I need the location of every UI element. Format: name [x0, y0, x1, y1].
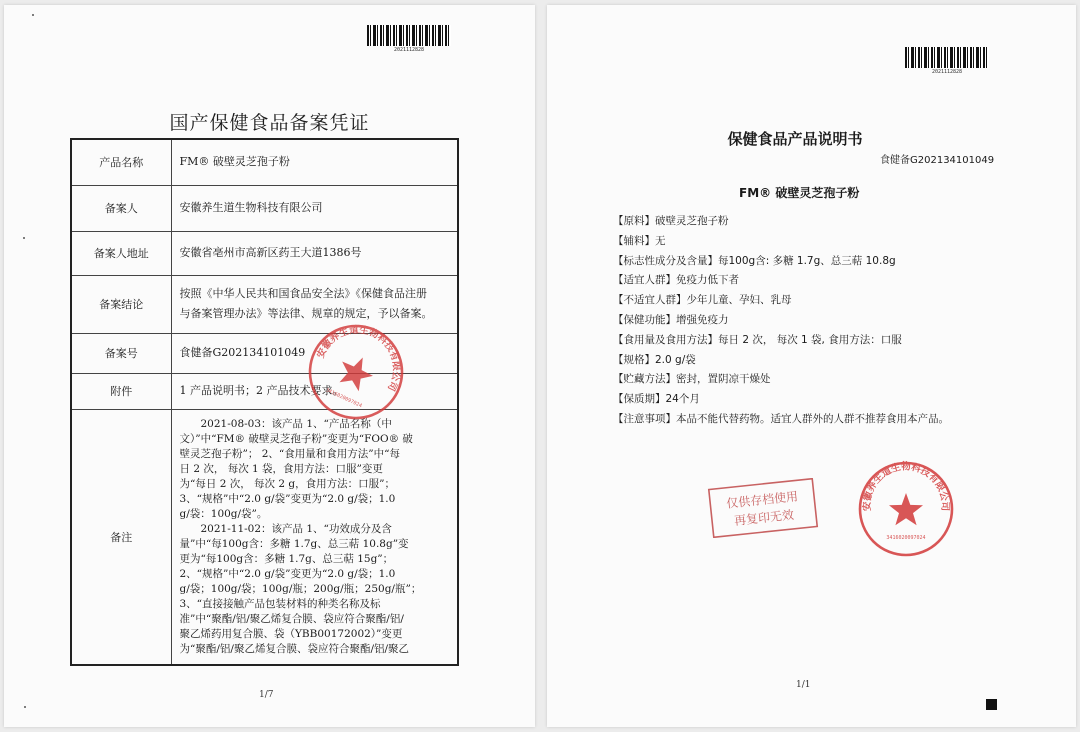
info-item: [613, 331, 949, 351]
info-value: 破壁灵芝孢子粉: [655, 215, 729, 227]
table-row: [71, 139, 458, 185]
info-value: 每日 2 次， 每次 1 袋, 食用方法：口服: [718, 333, 902, 346]
manual-title: 保健食品产品说明书: [727, 130, 863, 148]
row-value-line: 与备案管理办法》等法律、规章的规定，予以备案。: [179, 307, 433, 320]
scan-speck: [23, 237, 25, 239]
info-value: 24个月: [665, 393, 700, 406]
note-line: 3、“直接接触产品包装材料的种类名称及标: [179, 597, 381, 610]
corner-marker: [986, 699, 997, 710]
info-key: 【原料】: [613, 215, 655, 227]
info-item: [613, 271, 949, 291]
row-value-line: 食健备G202134101049: [179, 346, 306, 359]
note-line: 2、“规格”中“2.0 g/袋”变更为“2.0 g/袋；1.0: [179, 567, 396, 580]
barcode-number: 2021112828: [393, 47, 425, 53]
note-line: 为“每日 2 次， 每次 2 g，食用方法：口服”；: [179, 477, 396, 490]
barcode-bars: [905, 47, 989, 68]
notes-row: [71, 409, 458, 665]
left-page-number: 1/7: [259, 690, 274, 700]
info-value: 密封，置阴凉干燥处: [676, 373, 771, 386]
info-item: [613, 291, 949, 311]
svg-text:3416020097024: 3416020097024: [324, 387, 363, 410]
info-key: 【保健功能】: [613, 313, 676, 326]
note-line: 壁灵芝孢子粉”； 2、“食用量和食用方法”中“每: [179, 447, 400, 460]
note-line: 量”中“每100g含：多糖 1.7g、总三萜 10.8g”变: [179, 537, 409, 550]
right-red-seal: [856, 459, 956, 559]
info-value: 增强免疫力: [676, 313, 729, 326]
info-key: 【贮藏方法】: [613, 373, 676, 386]
table-row: [71, 185, 458, 231]
info-value: 2.0 g/袋: [655, 353, 696, 366]
svg-text:安徽养生道生物科技有限公司: 安徽养生道生物科技有限公司: [315, 324, 402, 393]
svg-text:3416020097024: 3416020097024: [886, 535, 926, 541]
right-barcode: [905, 47, 989, 75]
product-name: FM® 破壁灵芝孢子粉: [739, 186, 860, 200]
row-label: 备案人: [71, 185, 171, 231]
info-key: 【适宜人群】: [613, 274, 676, 287]
info-key: 【保质期】: [613, 393, 666, 406]
note-line: 2021-11-02：该产品 1、“功效成分及含: [179, 522, 392, 535]
row-label: 备案号: [71, 333, 171, 373]
right-page-number: 1/1: [796, 680, 811, 690]
info-value: 无: [655, 234, 666, 247]
note-line: 聚乙烯药用复合膜、袋（YBB00172002）”变更: [179, 627, 403, 640]
svg-text:仅供存档使用: 仅供存档使用: [725, 489, 799, 511]
info-item: [613, 232, 949, 252]
scan-speck: [24, 706, 26, 708]
row-value: [171, 231, 458, 275]
archive-stamp: [707, 478, 819, 538]
info-item: [613, 370, 949, 390]
note-line: g/袋；100g/袋；100g/瓶；200g/瓶；250g/瓶”；: [179, 582, 422, 595]
row-label: 产品名称: [71, 139, 171, 185]
row-label: 附件: [71, 373, 171, 409]
info-value: 每100g含: 多糖 1.7g、总三萜 10.8g: [718, 254, 896, 267]
note-line: 文）”中“FM® 破壁灵芝孢子粉”变更为“FOO® 破: [179, 432, 413, 445]
left-red-seal: [306, 322, 406, 422]
svg-text:安徽养生道生物科技有限公司: 安徽养生道生物科技有限公司: [861, 461, 951, 512]
barcode-number: 2021112828: [931, 69, 963, 75]
svg-text:再复印无效: 再复印无效: [733, 507, 795, 529]
info-value: 免疫力低下者: [676, 274, 739, 287]
info-key: 【注意事项】: [613, 412, 676, 425]
info-key: 【辅料】: [613, 234, 655, 247]
row-value-line: 按照《中华人民共和国食品安全法》《保健食品注册: [179, 287, 427, 300]
row-value-line: FM® 破壁灵芝孢子粉: [179, 155, 290, 169]
info-key: 【规格】: [613, 353, 655, 366]
barcode-bars: [367, 25, 451, 46]
info-item: [613, 212, 949, 232]
info-item: [613, 351, 949, 371]
row-value-line: 安徽养生道生物科技有限公司: [179, 201, 323, 214]
product-info-list: [613, 212, 949, 430]
row-label: 备案人地址: [71, 231, 171, 275]
info-item: [613, 252, 949, 272]
info-value: 本品不能代替药物。适宜人群外的人群不推荐食用本产品。: [676, 412, 949, 425]
info-key: 【不适宜人群】: [613, 294, 687, 307]
info-key: 【食用量及食用方法】: [613, 333, 718, 346]
table-row: [71, 231, 458, 275]
notes-content: [171, 409, 458, 665]
notes-label: 备注: [71, 409, 171, 665]
scan-speck: [32, 14, 34, 16]
row-value: [171, 185, 458, 231]
row-label: 备案结论: [71, 275, 171, 333]
note-line: 为“聚酯/铝/聚乙烯复合膜、袋应符合聚酯/铝/聚乙: [179, 642, 410, 655]
row-value: [171, 139, 458, 185]
row-value-line: 1 产品说明书；2 产品技术要求。: [179, 384, 344, 397]
note-line: 日 2 次， 每次 1 袋，食用方法：口服”变更: [179, 462, 383, 475]
certificate-title: 国产保健食品备案凭证: [169, 112, 370, 134]
note-line: 3、“规格”中“2.0 g/袋”变更为“2.0 g/袋；1.0: [179, 492, 396, 505]
note-line: 准”中“聚酯/铝/聚乙烯复合膜、袋应符合聚酯/铝/: [179, 612, 404, 625]
note-line: 2021-08-03：该产品 1、“产品名称（中: [179, 417, 392, 430]
row-value-line: 安徽省亳州市高新区药王大道1386号: [179, 246, 362, 259]
left-barcode: [367, 25, 451, 53]
info-value: 少年儿童、孕妇、乳母: [686, 294, 792, 307]
note-line: g/袋：100g/袋”。: [179, 507, 268, 520]
info-item: [613, 311, 949, 331]
info-item: [613, 390, 949, 410]
note-line: 更为“每100g含：多糖 1.7g、总三萜 15g”；: [179, 552, 394, 565]
filing-number: 食健备G202134101049: [880, 155, 995, 166]
info-key: 【标志性成分及含量】: [613, 254, 718, 267]
info-item: [613, 410, 949, 430]
